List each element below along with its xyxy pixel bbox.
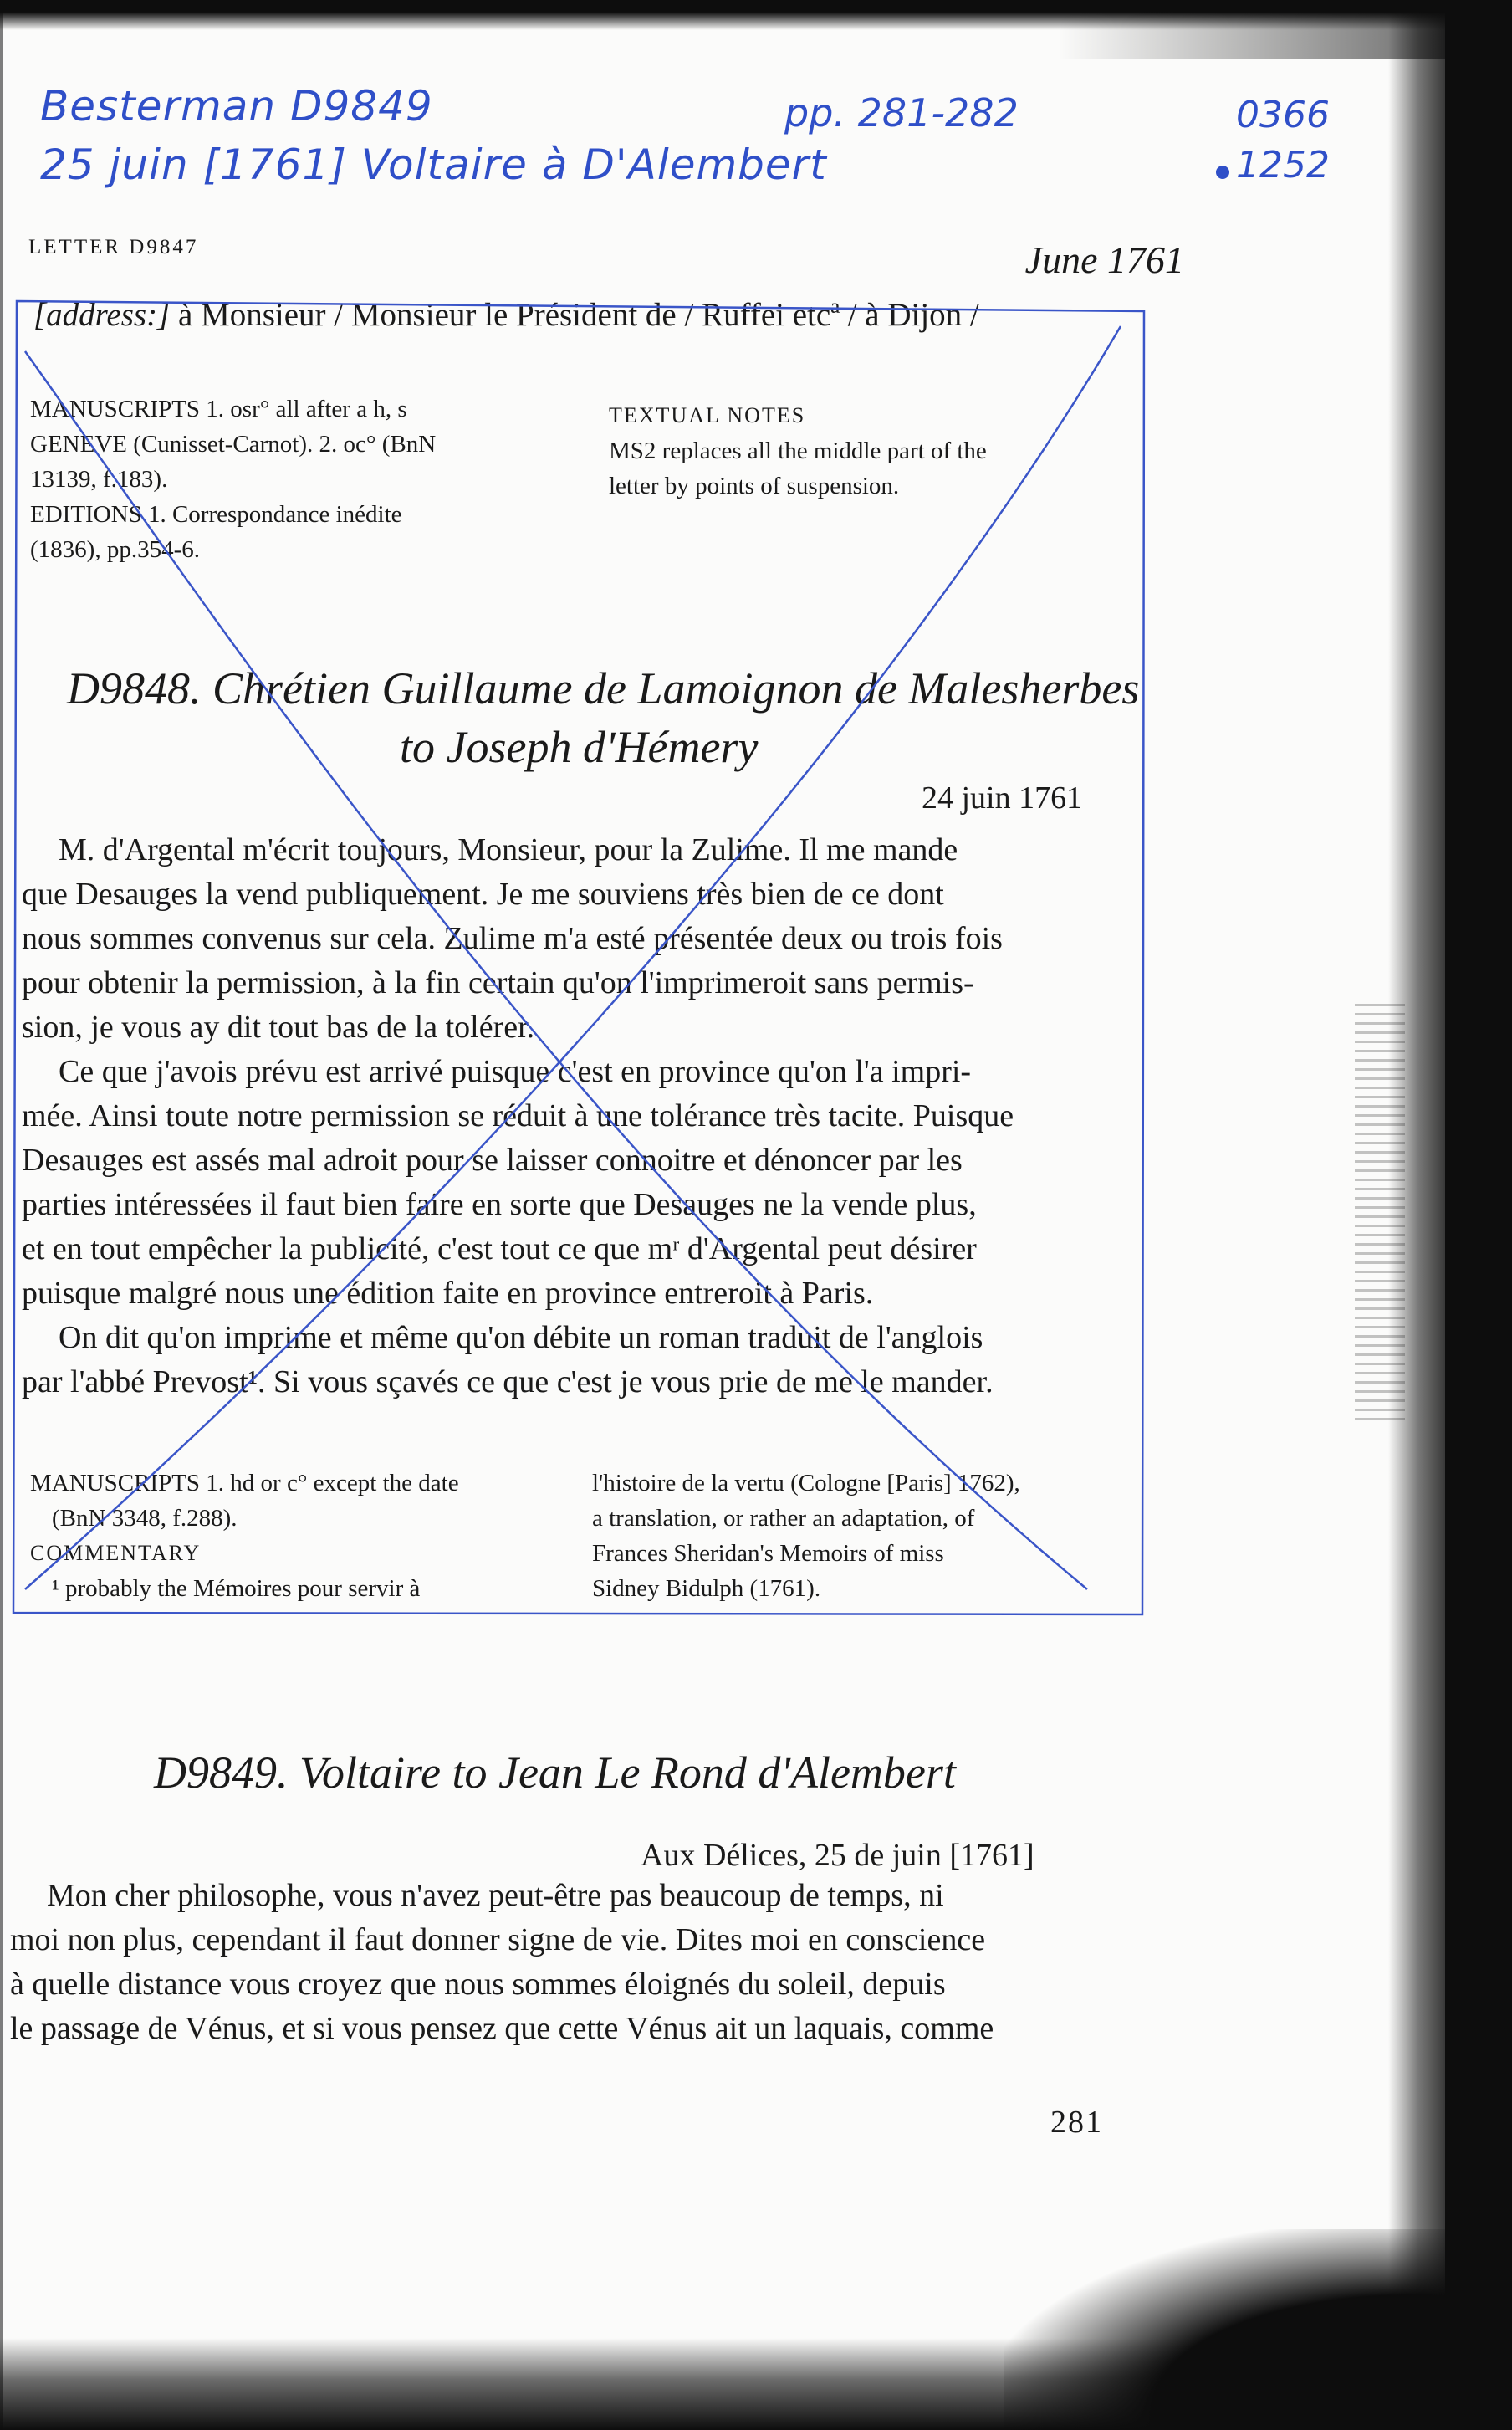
note-line: EDITIONS 1. Correspondance inédite (30, 501, 402, 528)
body-line: moi non plus, cependant il faut donner signe de vie. Dites moi en conscience (10, 1922, 986, 1957)
body-line: Ce que j'avois prévu est arrivé puisque c'est en province qu'on l'a impri- (59, 1054, 972, 1089)
letter-body (10, 1874, 1114, 2051)
note-line: (1836), pp.354-6. (30, 536, 200, 563)
notes-commentary-continued (592, 1466, 1127, 1606)
handwritten-bullet (1216, 166, 1229, 179)
body-line: le passage de Vénus, et si vous pensez que cette Vénus ait un laquais, comme (10, 2011, 994, 2046)
letter-date: Aux Délices, 25 de juin [1761] (641, 1838, 1034, 1873)
page-number: 281 (1050, 2105, 1103, 2140)
body-line: et en tout empêcher la publicité, c'est tout ce que mʳ d'Argental peut désirer (22, 1231, 977, 1266)
note-line: (BnN 3348, f.288). (52, 1505, 238, 1532)
scan-speckles (1355, 1004, 1405, 1422)
address-text: à Monsieur / Monsieur le Président de / Ruffei etcª / à Dijon / (170, 297, 979, 333)
body-line: mée. Ainsi toute notre permission se réduit à une tolérance très tacite. Puisque (22, 1098, 1014, 1133)
handwritten-description: 25 juin [1761] Voltaire à D'Alembert (40, 141, 827, 189)
note-line: Frances Sheridan's Memoirs of miss (592, 1540, 944, 1567)
note-line: GENEVE (Cunisset-Carnot). 2. oc° (BnN (30, 431, 437, 458)
body-line: M. d'Argental m'écrit toujours, Monsieur, pour la Zulime. Il me mande (59, 832, 958, 867)
body-line: que Desauges la vend publiquement. Je me souviens très bien de ce dont (22, 877, 944, 912)
note-line: letter by points of suspension. (609, 473, 900, 499)
letter-date: 24 juin 1761 (922, 780, 1083, 816)
scan-left-edge (0, 0, 3, 2430)
body-line: sion, je vous ay dit tout bas de la tolérer. (22, 1010, 535, 1045)
handwritten-pages: pp. 281-282 (784, 90, 1019, 136)
body-line: puisque malgré nous une édition faite en province entreroit à Paris. (22, 1276, 874, 1311)
letter-heading-continued: to Joseph d'Hémery (400, 722, 759, 772)
address-label: [address:] (33, 297, 171, 333)
note-line: MS2 replaces all the middle part of the (609, 437, 987, 464)
note-line: 13139, f.183). (30, 466, 168, 493)
notes-textual (609, 398, 1144, 504)
body-line: à quelle distance vous croyez que nous sommes éloignés du soleil, depuis (10, 1967, 946, 2002)
address-line (33, 296, 979, 334)
note-line: l'histoire de la vertu (Cologne [Paris] 1762), (592, 1470, 1020, 1496)
scan-top-shadow (0, 0, 1512, 59)
note-heading: COMMENTARY (30, 1541, 202, 1565)
notes-manuscripts-editions (30, 391, 565, 567)
letter-heading: D9849. Voltaire to Jean Le Rond d'Alembert (154, 1747, 956, 1798)
note-line: ¹ probably the Mémoires pour servir à (52, 1575, 421, 1602)
handwritten-reference: Besterman D9849 (40, 82, 433, 130)
running-header-letter: LETTER D9847 (28, 236, 199, 258)
scan-right-edge (1445, 0, 1512, 2430)
handwritten-number-top: 0366 (1236, 94, 1330, 136)
letter-heading: D9848. Chrétien Guillaume de Lamoignon de Malesherbes (67, 663, 1140, 714)
note-heading: TEXTUAL NOTES (609, 403, 806, 427)
body-line: nous sommes convenus sur cela. Zulime m'a esté présentée deux ou trois fois (22, 921, 1003, 956)
scan-bottom-edge (0, 2338, 1512, 2430)
note-line: MANUSCRIPTS 1. osr° all after a h, s (30, 396, 407, 422)
body-line: par l'abbé Prevost¹. Si vous sçavés ce que c'est je vous prie de me le mander. (22, 1364, 994, 1399)
body-line: Desauges est assés mal adroit pour se laisser connoitre et dénoncer par les (22, 1143, 963, 1178)
note-line: MANUSCRIPTS 1. hd or c° except the date (30, 1470, 459, 1496)
body-line: Mon cher philosophe, vous n'avez peut-être pas beaucoup de temps, ni (47, 1878, 944, 1913)
handwritten-number-bottom: 1252 (1236, 144, 1330, 187)
note-line: a translation, or rather an adaptation, of (592, 1505, 975, 1532)
note-line: Sidney Bidulph (1761). (592, 1575, 821, 1602)
body-line: On dit qu'on imprime et même qu'on débite un roman traduit de l'anglois (59, 1320, 983, 1355)
notes-manuscripts-commentary (30, 1466, 565, 1606)
letter-body (22, 828, 1142, 1404)
body-line: pour obtenir la permission, à la fin certain qu'on l'imprimeroit sans permis- (22, 965, 974, 1000)
running-header-date: June 1761 (1024, 238, 1184, 281)
body-line: parties intéressées il faut bien faire en sorte que Desauges ne la vende plus, (22, 1187, 977, 1222)
